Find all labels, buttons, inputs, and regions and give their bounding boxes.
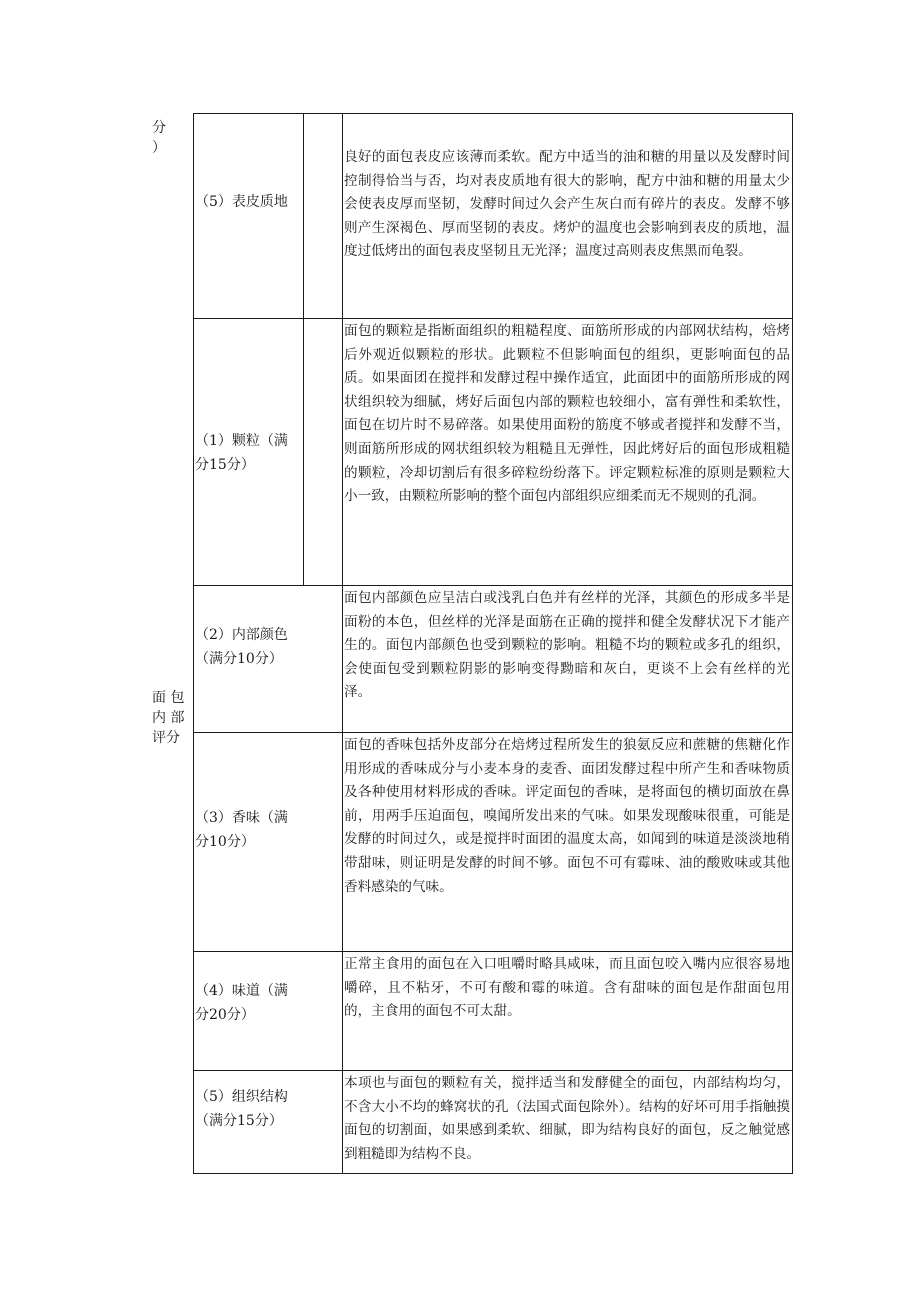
evaluation-table bbox=[193, 113, 793, 1174]
row-label: （2）内部颜色（满分10分） bbox=[195, 627, 288, 667]
category-fragment-line: ） bbox=[152, 140, 166, 156]
row-description: 良好的面包表皮应该薄而柔软。配方中适当的油和糖的用量以及发酵时间控制得恰当与否，均对表皮质地有很大的影响，配方中油和糖的用量太少会使表皮厚而坚韧，发酵时间过久会产生灰白而有碎片的表皮。发酵不够则产生深褐色、厚而坚韧的表皮。烤炉的温度也会影响到表皮的质地，温度过低烤出的面包表皮坚韧且无光泽；温度过高则表皮焦黑而龟裂。 bbox=[344, 149, 790, 260]
row-description: 本项也与面包的颗粒有关，搅拌适当和发酵健全的面包，内部结构均匀，不含大小不均的蜂窝状的孔（法国式面包除外）。结构的好坏可用手指触摸面包的切割面，如果感到柔软、细腻，即为结构良好的面包，反之触觉感到粗糙即为结构不良。 bbox=[344, 1075, 790, 1162]
row-label: （5）组织结构（满分15分） bbox=[195, 1089, 288, 1129]
table-border-top bbox=[193, 113, 793, 114]
row-description: 面包的香味包括外皮部分在焙烤过程所发生的狼氨反应和蔗糖的焦糖化作用形成的香味成分与小麦本身的麦香、面团发酵过程中所产生和香味物质及各种使用材料形成的香味。评定面包的香味，是将面包的横切面放在鼻前，用两手压迫面包，嗅闻所发出来的气味。如果发现酸味很重，可能是发酵的时间过久，或是搅拌时面团的温度太高，如闻到的味道是淡淡地稍带甜味，则证明是发酵的时间不够。面包不可有霉味、油的酸败味或其他香料感染的气味。 bbox=[344, 737, 790, 895]
table-border-right bbox=[792, 113, 793, 1174]
section-label-line: 面 包 bbox=[152, 690, 185, 706]
section-label-line: 评分 bbox=[152, 730, 180, 746]
category-fragment-line: 分 bbox=[152, 120, 166, 136]
row-label: （3）香味（满分10分） bbox=[195, 810, 288, 850]
row-divider bbox=[193, 951, 793, 952]
row-divider bbox=[193, 1070, 793, 1071]
row-divider bbox=[193, 585, 793, 586]
row-divider bbox=[193, 732, 793, 733]
row-label: （1）颗粒（满分15分） bbox=[195, 433, 288, 473]
section-label-line: 内 部 bbox=[152, 710, 185, 726]
row-label: （4）味道（满分20分） bbox=[195, 983, 288, 1023]
row-description: 面包内部颜色应呈洁白或浅乳白色并有丝样的光泽，其颜色的形成多半是面粉的本色，但丝样的光泽是面筋在正确的搅拌和健全发酵状况下才能产生的。面包内部颜色也受到颗粒的影响。粗糙不均的颗粒或多孔的组织，会使面包受到颗粒阴影的影响变得黝暗和灰白，更谈不上会有丝样的光泽。 bbox=[344, 590, 790, 701]
continued-category-label bbox=[152, 118, 182, 158]
row-divider bbox=[193, 318, 793, 319]
table-border-bottom bbox=[193, 1173, 793, 1174]
row-description: 正常主食用的面包在入口咀嚼时略具咸味，而且面包咬入嘴内应很容易地嚼碎，且不粘牙，不可有酸和霉的味道。含有甜味的面包是作甜面包用的，主食用的面包不可太甜。 bbox=[344, 956, 790, 1020]
row-description: 面包的颗粒是指断面组织的粗糙程度、面筋所形成的内部网状结构，焙烤后外观近似颗粒的形状。此颗粒不但影响面包的组织，更影响面包的品质。如果面团在搅拌和发酵过程中操作适宜，此面团中的面筋所形成的网状组织较为细腻，烤好后面包内部的颗粒也较细小，富有弹性和柔软性，面包在切片时不易碎落。如果使用面粉的筋度不够或者搅拌和发酵不当，则面筋所形成的网状组织较为粗糙且无弹性，因此烤好后的面包形成粗糙的颗粒，冷却切割后有很多碎粒纷纷落下。评定颗粒标准的原则是颗粒大小一致，由颗粒所影响的整个面包内部组织应细柔而无不规则的孔洞。 bbox=[344, 323, 790, 505]
table-divider-label bbox=[303, 113, 304, 585]
row-label: （5）表皮质地 bbox=[195, 194, 288, 210]
section-label-interior-score bbox=[152, 688, 194, 748]
